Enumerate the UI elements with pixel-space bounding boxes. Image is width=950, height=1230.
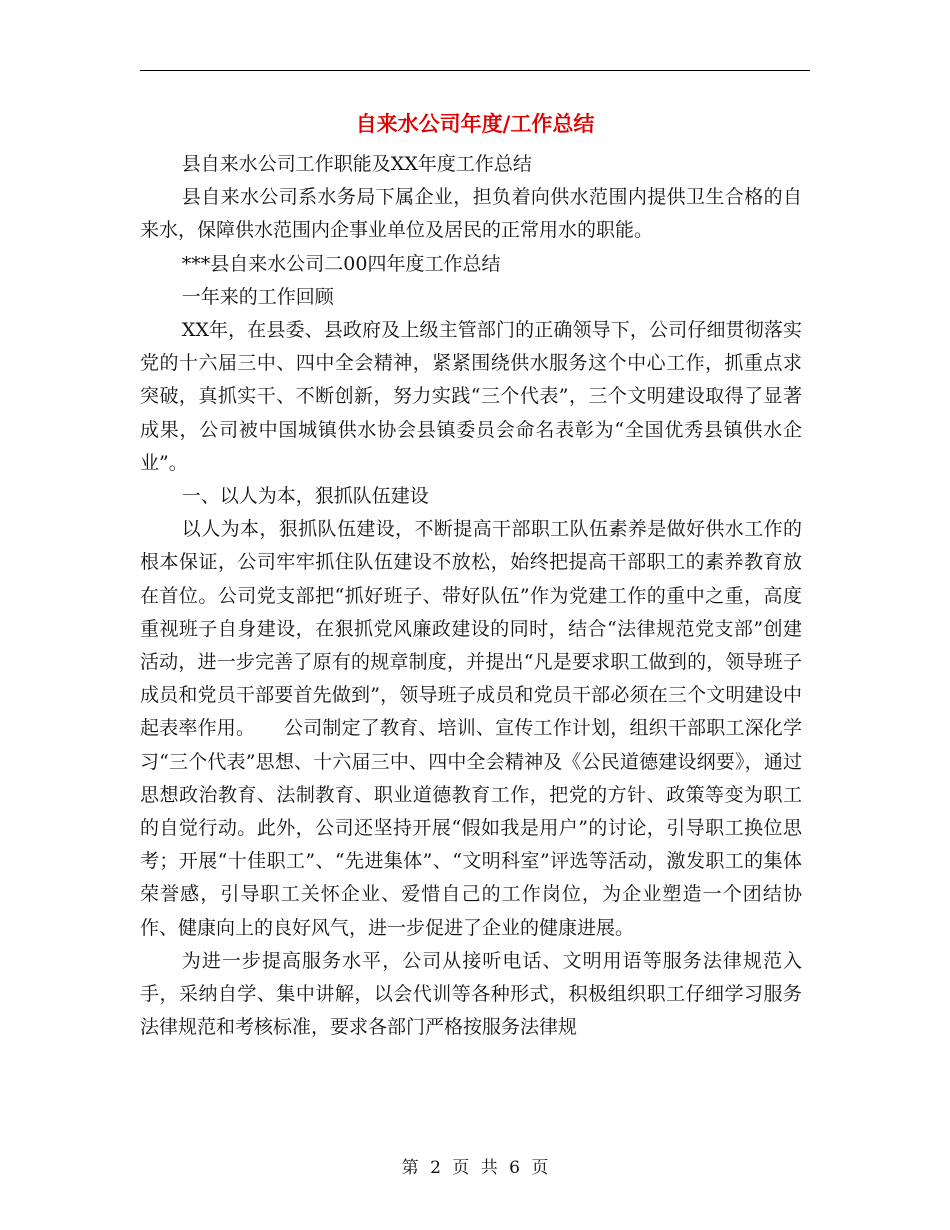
paragraph-report-title: ***县自来水公司二00四年度工作总结	[181, 252, 501, 275]
paragraph-service: 为进一步提高服务水平，公司从接听电话、文明用语等服务法律规范入手，采纳自学、集中讲解，以会代训等各种形式，积极组织职工仔细学习服务法律规范和考核标准，要求各部门严格按服务法律规	[140, 949, 802, 1039]
document-body	[140, 148, 802, 1044]
paragraph-review-heading: 一年来的工作回顾	[181, 285, 334, 308]
header-rule	[140, 70, 810, 71]
paragraph-subtitle: 县自来水公司工作职能及XX年度工作总结	[181, 153, 532, 175]
paragraph-team-building: 以人为本，狠抓队伍建设，不断提高干部职工队伍素养是做好供水工作的根本保证，公司牢牢抓住队伍建设不放松，始终把提高干部职工的素养教育放在首位。公司党支部把“抓好班子、带好队伍”作为党建工作的重中之重，高度重视班子自身建设，在狠抓党风廉政建设的同时，结合“法律规范党支部”创建活动，进一步完善了原有的规章制度，并提出“凡是要求职工做到的，领导班子成员和党员干部要首先做到”，领导班子成员和党员干部必须在三个文明建设中起表率作用。 公司制定了教育、培训、宣传工作计划，组织干部职工深化学习“三个代表”思想、十六届三中、四中全会精神及《公民道德建设纲要》，通过思想政治教育、法制教育、职业道德教育工作，把党的方针、政策等变为职工的自觉行动。此外，公司还坚持开展“假如我是用户”的讨论，引导职工换位思考；开展“十佳职工”、“先进集体”、“文明科室”评选等活动，激发职工的集体荣誉感，引导职工关怀企业、爱惜自己的工作岗位，为企业塑造一个团结协作、健康向上的良好风气，进一步促进了企业的健康进展。	[140, 518, 802, 939]
paragraph-review: XX年，在县委、县政府及上级主管部门的正确领导下，公司仔细贯彻落实党的十六届三中、四中全会精神，紧紧围绕供水服务这个中心工作，抓重点求突破，真抓实干、不断创新，努力实践“三个代表”，三个文明建设取得了显著成果，公司被中国城镇供水协会县镇委员会命名表彰为“全国优秀县镇供水企业”。	[140, 319, 802, 474]
document-title: 自来水公司年度/工作总结	[355, 111, 595, 136]
page-footer: 第 2 页 共 6 页	[401, 1158, 549, 1178]
paragraph-intro: 县自来水公司系水务局下属企业，担负着向供水范围内提供卫生合格的自来水，保障供水范围内企事业单位及居民的正常用水的职能。	[140, 186, 802, 242]
section-heading-1: 一、以人为本，狠抓队伍建设	[181, 485, 429, 508]
